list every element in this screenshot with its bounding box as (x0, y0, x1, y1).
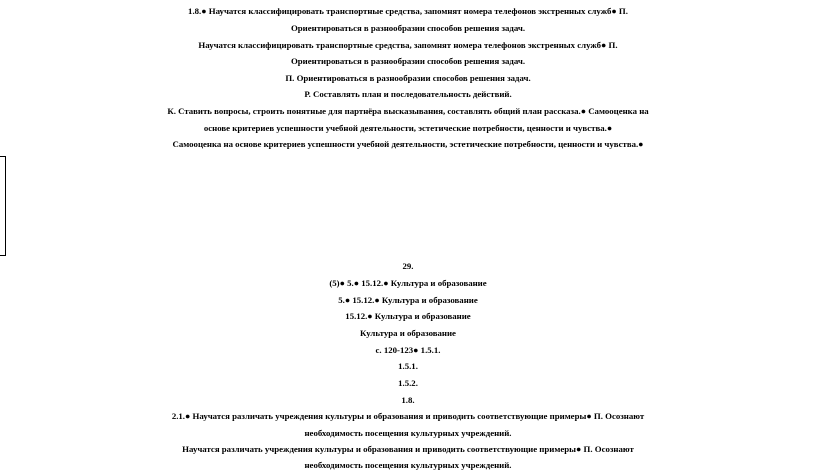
upper-line-2: Ориентироваться в разнообразии способов решения задач. (290, 23, 526, 33)
upper-line-9: Самооценка на основе критериев успешности учебной деятельности, эстетические потребности, ценности и чувства.● (172, 139, 644, 149)
lower-line-3: 5.● 15.12.● Культура и образование (338, 295, 478, 305)
upper-line-7: К. Ставить вопросы, строить понятные для партнёра высказывания, составлять общий план рассказа.● Самооценка на (167, 106, 649, 116)
lower-line-4: 15.12.● Культура и образование (345, 311, 471, 321)
upper-line-3: Научатся классифицировать транспортные средства, запомнят номера телефонов экстренных служб● П. (198, 40, 618, 50)
lower-line-9: 1.8. (401, 395, 415, 405)
lower-line-6: с. 120-123● 1.5.1. (375, 345, 441, 355)
lower-line-2: (5)● 5.● 15.12.● Культура и образование (329, 278, 487, 288)
lower-line-13: необходимость посещения культурных учреждений. (304, 460, 512, 470)
lower-line-5: Культура и образование (360, 328, 456, 338)
upper-line-5: П. Ориентироваться в разнообразии способов решения задач. (285, 73, 531, 83)
upper-line-1: 1.8.● Научатся классифицировать транспортные средства, запомнят номера телефонов экстренных служб● П. (188, 6, 628, 16)
upper-line-6: Р. Составлять план и последовательность действий. (304, 89, 512, 99)
upper-line-8: основе критериев успешности учебной деятельности, эстетические потребности, ценности и чувства.● (203, 123, 613, 133)
lower-line-12: Научатся различать учреждения культуры и образования и приводить соответствующие примеры● П. Осознают (182, 444, 634, 454)
lower-line-8: 1.5.2. (398, 378, 418, 388)
upper-line-4: Ориентироваться в разнообразии способов решения задач. (290, 56, 526, 66)
left-frame-fragment (0, 156, 6, 256)
lower-line-1: 29. (402, 261, 414, 271)
lower-line-11: необходимость посещения культурных учреждений. (304, 428, 512, 438)
lower-line-7: 1.5.1. (398, 361, 418, 371)
lower-line-10: 2.1.● Научатся различать учреждения культуры и образования и приводить соответствующие примеры● П. Осознают (171, 411, 645, 421)
